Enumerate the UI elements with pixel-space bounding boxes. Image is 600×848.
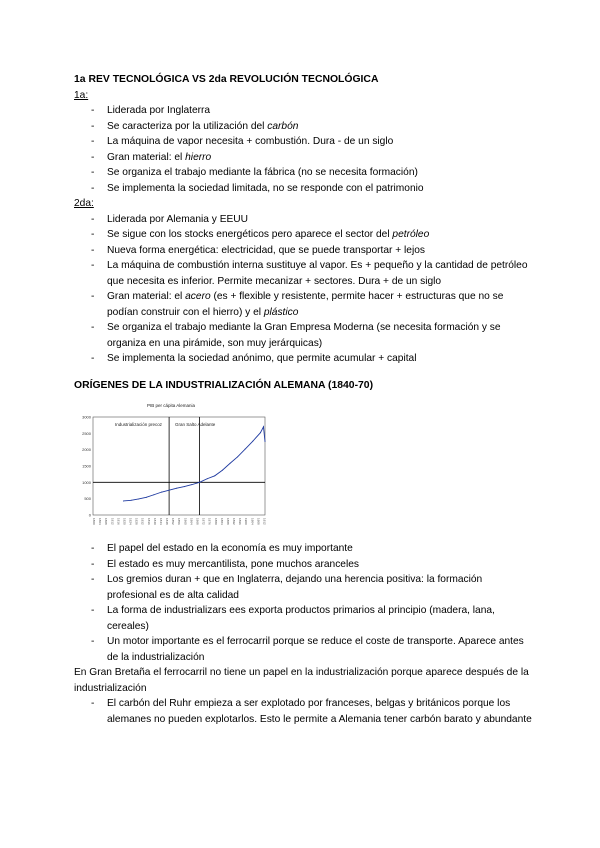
data-point	[199, 482, 200, 483]
y-tick-label: 2000	[82, 447, 91, 453]
x-tick-label: 1868	[195, 518, 200, 525]
x-tick-label: 1884	[219, 518, 224, 525]
y-tick-label: 0	[88, 512, 91, 518]
data-point	[176, 488, 177, 489]
data-point	[146, 497, 147, 498]
list-item: - Se organiza el trabajo mediante la fábrica (no se necesita formación)	[74, 165, 534, 181]
x-tick-label: 1892	[232, 518, 237, 525]
list-item: - La máquina de combustión interna sustituye al vapor. Es + pequeño y la cantidad de petróleo que necesita es inferior. Permite mecanizar + sectores. Dura + de un siglo	[74, 258, 534, 289]
x-tick-label: 1816	[116, 518, 121, 525]
list-1a	[74, 103, 534, 196]
x-tick-label: 1832	[140, 518, 145, 525]
data-point	[161, 492, 162, 493]
list-section2	[74, 541, 534, 665]
y-tick-label: 2500	[82, 430, 91, 436]
list-item: - El estado es muy mercantilista, pone muchos aranceles	[74, 557, 534, 573]
x-tick-label: 1888	[225, 518, 230, 525]
x-tick-label: 1804	[98, 518, 103, 525]
data-point	[207, 478, 208, 479]
x-tick-label: 1828	[134, 518, 139, 525]
subheading-1a: 1a:	[74, 89, 89, 101]
plot-frame	[93, 417, 265, 515]
data-point	[214, 475, 215, 476]
data-point	[252, 441, 253, 442]
data-point	[260, 432, 261, 433]
x-tick-label: 1880	[213, 518, 218, 525]
section1-title: 1a REV TECNOLÓGICA VS 2da REVOLUCIÓN TECNOLÓGICA	[74, 74, 379, 85]
data-point	[138, 498, 139, 499]
x-tick-label: 1904	[250, 518, 255, 525]
list-item: - Se sigue con los stocks energéticos pero aparece el sector del petróleo	[74, 227, 534, 243]
data-point	[245, 449, 246, 450]
list-item: - Los gremios duran + que en Inglaterra, dejando una herencia positiva: la formación profesional es de alta calidad	[74, 572, 534, 603]
x-tick-label: 1860	[183, 518, 188, 525]
list-item: - Liderada por Inglaterra	[74, 103, 534, 119]
x-tick-label: 1872	[201, 518, 206, 525]
x-tick-label: 1848	[165, 518, 170, 525]
list-item: - Se implementa la sociedad limitada, no se responde con el patrimonio	[74, 181, 534, 197]
data-point	[123, 500, 124, 501]
paragraph-gran-bretana: En Gran Bretaña el ferrocarril no tiene un papel en la industrialización porque aparece después de la industrialización	[74, 667, 529, 694]
list-ruhr	[74, 696, 534, 727]
x-tick-label: 1820	[122, 518, 127, 525]
chart-title: PIB per cápita Alemania	[147, 403, 196, 408]
annotation-precoz: Industrialización precoz	[115, 422, 163, 427]
data-point	[153, 494, 154, 495]
chart-svg	[69, 399, 269, 537]
data-point	[263, 426, 264, 427]
list-item: - Liderada por Alemania y EEUU	[74, 212, 534, 228]
subheading-2da: 2da:	[74, 198, 94, 209]
annotation-gran-salto: Gran Salto Adelante	[175, 422, 216, 427]
list-item: - Un motor importante es el ferrocarril porque se reduce el coste de transporte. Aparece antes de la industrialización	[74, 634, 534, 665]
x-tick-label: 1836	[146, 518, 151, 525]
list-item: - La forma de industrializars ees exporta productos primarios al principio (madera, lana, cereales)	[74, 603, 534, 634]
list-item: - Se organiza el trabajo mediante la Gran Empresa Moderna (se necesita formación y se organiza en una pirámide, son muy jerárquicas)	[74, 320, 534, 351]
y-tick-label: 3000	[82, 414, 91, 420]
list-item: - Gran material: el hierro	[74, 150, 534, 166]
y-tick-label: 1000	[82, 479, 91, 485]
data-point	[265, 441, 266, 442]
x-tick-label: 1844	[158, 518, 163, 525]
document-page	[74, 72, 534, 727]
list-item: - Gran material: el acero (es + flexible y resistente, permite hacer + estructuras que no se podían construir con el hierro) y el plástico	[74, 289, 534, 320]
x-tick-label: 1852	[171, 518, 176, 525]
x-tick-label: 1864	[189, 518, 194, 525]
list-item: - Nueva forma energética: electricidad, que se puede transportar + lejos	[74, 243, 534, 259]
x-tick-label: 1908	[256, 518, 261, 525]
list-item: - La máquina de vapor necesita + combustión. Dura - de un siglo	[74, 134, 534, 150]
data-point	[222, 470, 223, 471]
data-point	[131, 500, 132, 501]
data-point	[184, 486, 185, 487]
x-tick-label: 1840	[152, 518, 157, 525]
x-tick-label: 1812	[110, 518, 115, 525]
chart	[69, 399, 269, 537]
series-line	[123, 427, 265, 501]
list-item: - El papel del estado en la economía es muy importante	[74, 541, 534, 557]
x-tick-label: 1856	[177, 518, 182, 525]
x-tick-label: 1900	[244, 518, 249, 525]
data-point	[237, 456, 238, 457]
y-tick-label: 1500	[82, 463, 91, 469]
x-tick-label: 1800	[92, 518, 96, 525]
data-point	[169, 490, 170, 491]
y-tick-label: 500	[84, 496, 91, 502]
x-tick-label: 1896	[238, 518, 243, 525]
x-tick-label: 1824	[128, 518, 133, 525]
list-item: - Se implementa la sociedad anónimo, que permite acumular + capital	[74, 351, 534, 367]
list-2da	[74, 212, 534, 367]
list-item: - El carbón del Ruhr empieza a ser explotado por franceses, belgas y británicos porque los alemanes no pueden explotarlos. Esto le permite a Alemania tener carbón barato y abundante	[74, 696, 534, 727]
list-item: - Se caracteriza por la utilización del carbón	[74, 119, 534, 135]
x-tick-label: 1912	[262, 518, 267, 525]
x-tick-label: 1808	[104, 518, 109, 525]
section2-title: ORÍGENES DE LA INDUSTRIALIZACIÓN ALEMANA (1840-70)	[74, 379, 374, 391]
data-point	[191, 484, 192, 485]
x-tick-label: 1876	[207, 518, 212, 525]
data-point	[229, 463, 230, 464]
